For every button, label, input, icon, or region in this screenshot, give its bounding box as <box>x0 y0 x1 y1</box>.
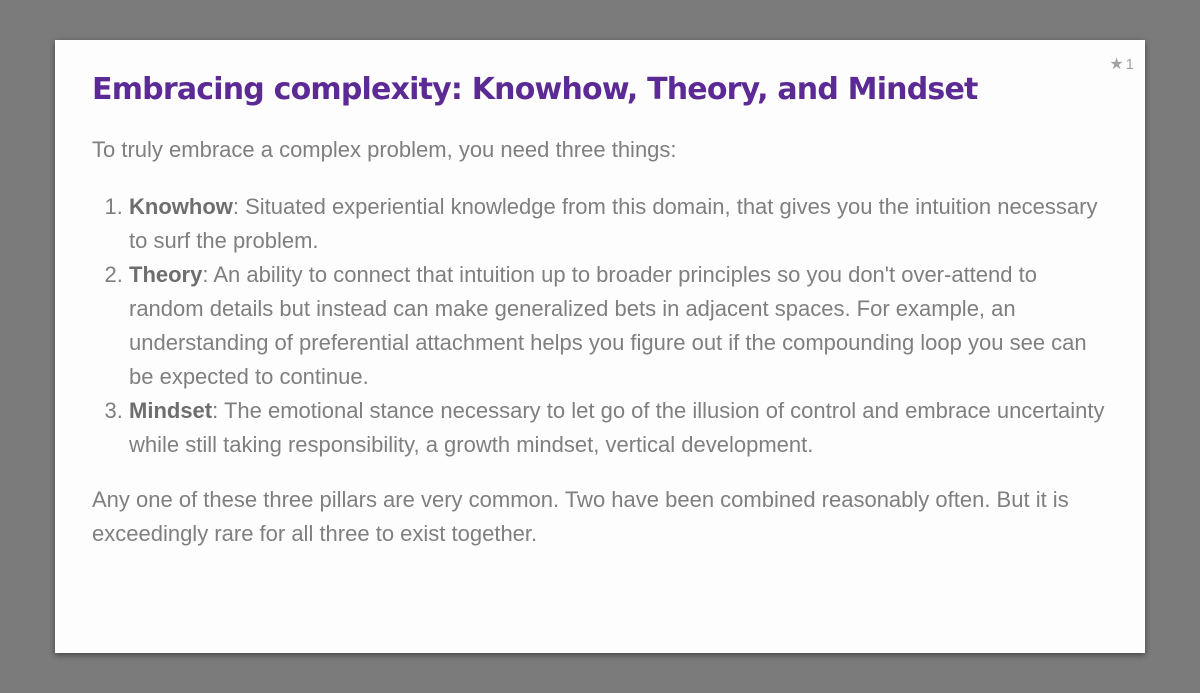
card-title: Embracing complexity: Knowhow, Theory, and Mindset <box>92 72 978 107</box>
pillars-list <box>92 190 1109 462</box>
list-item-text: : Situated experiential knowledge from this domain, that gives you the intuition necessary to surf the problem. <box>129 194 1098 253</box>
list-item-text: : The emotional stance necessary to let go of the illusion of control and embrace uncertainty while still taking responsibility, a growth mindset, vertical development. <box>129 398 1105 457</box>
intro-paragraph: To truly embrace a complex problem, you need three things: <box>92 137 677 162</box>
list-item-theory <box>129 258 1109 394</box>
note-card <box>55 40 1145 653</box>
star-icon: ★ <box>1109 55 1124 73</box>
star-count: 1 <box>1125 56 1134 73</box>
star-badge[interactable] <box>1109 56 1134 73</box>
list-item-knowhow <box>129 190 1109 258</box>
list-item-term: Mindset <box>129 398 213 423</box>
list-item-mindset <box>129 394 1109 462</box>
list-item-term: Theory <box>129 262 203 287</box>
list-item-text: : An ability to connect that intuition up to broader principles so you don't over-attend to random details but instead can make generalized bets in adjacent spaces. For example, an understanding of preferential attachment helps you figure out if the compounding loop you see can be expected to continue. <box>129 262 1087 389</box>
list-item-term: Knowhow <box>129 194 233 219</box>
outro-paragraph: Any one of these three pillars are very common. Two have been combined reasonably often. But it is exceedingly rare for all three to exist together. <box>92 487 1069 546</box>
